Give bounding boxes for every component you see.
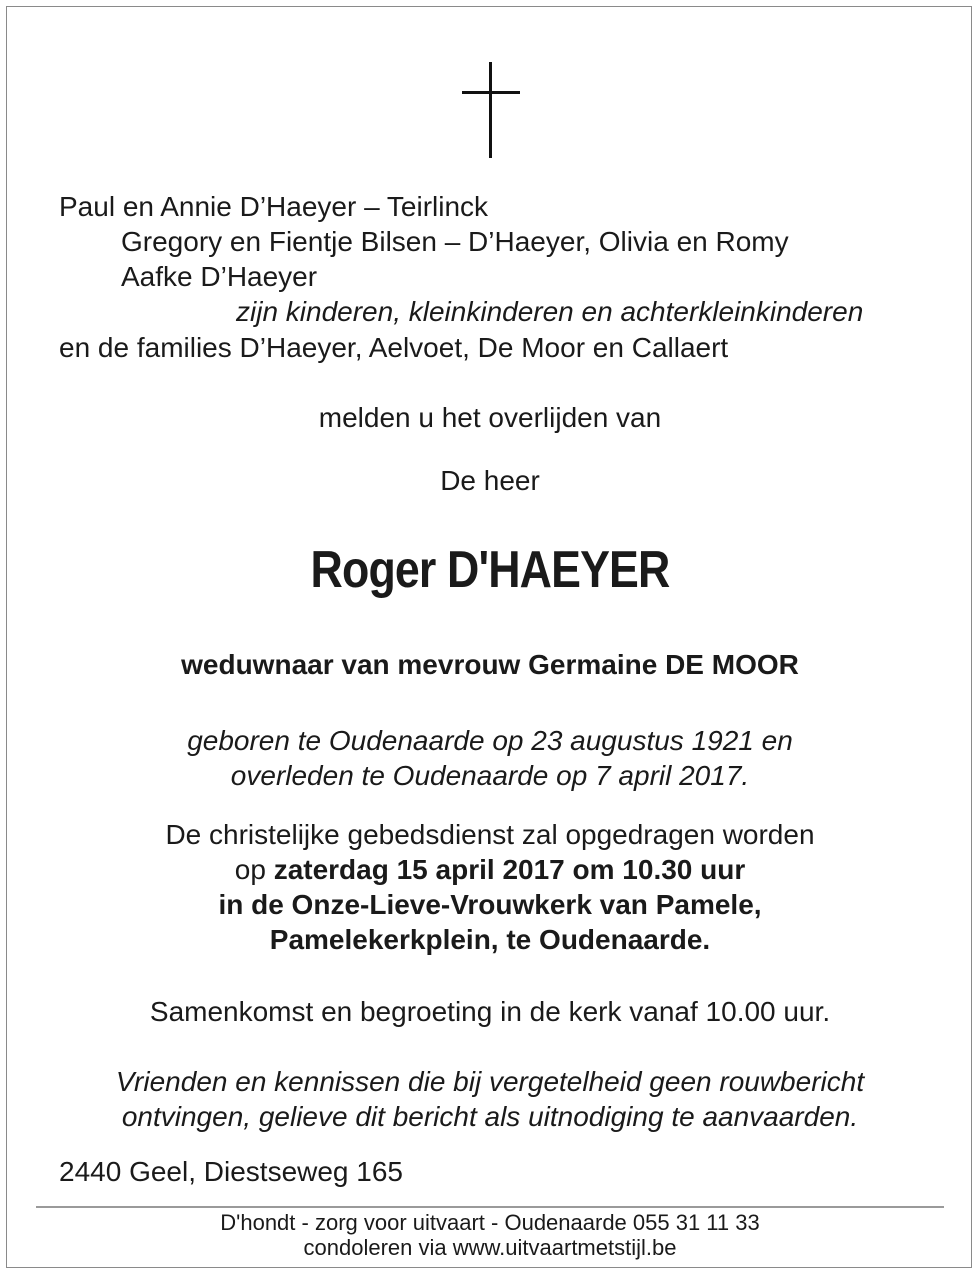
deceased-name: Roger D'HAEYER [310,541,670,599]
family-line-1: Paul en Annie D’Haeyer – Teirlinck [59,191,489,222]
announcement-title: De heer [440,465,540,496]
gathering-line: Samenkomst en begroeting in de kerk vanaf 10.00 uur. [149,996,831,1027]
service-datetime: zaterdag 15 april 2017 om 10.30 uur [273,854,746,885]
service-location: Pamelekerkplein, te Oudenaarde. [269,924,711,955]
announcement-intro: melden u het overlijden van [318,402,662,433]
footer-line-1: D'hondt - zorg voor uitvaart - Oudenaarde 055 31 11 33 [220,1210,760,1235]
notice-line-1: Vrienden en kennissen die bij vergetelheid geen rouwbericht [115,1066,865,1097]
families-line: en de families D’Haeyer, Aelvoet, De Moor en Callaert [59,332,729,363]
family-line-2: Gregory en Fientje Bilsen – D’Haeyer, Olivia en Romy [121,226,789,257]
cross-icon [462,62,520,158]
footer-divider [36,1206,944,1208]
service-church: in de Onze-Lieve-Vrouwkerk van Pamele, [218,889,762,920]
birth-line: geboren te Oudenaarde op 23 augustus 1921 en [187,725,793,756]
notice-line-2: ontvingen, gelieve dit bericht als uitnodiging te aanvaarden. [121,1101,859,1132]
address-line: 2440 Geel, Diestseweg 165 [59,1156,403,1187]
death-line: overleden te Oudenaarde op 7 april 2017. [230,760,750,791]
family-line-3: Aafke D’Haeyer [121,261,318,292]
service-line-2-prefix: op [234,854,274,885]
service-line-1: De christelijke gebedsdienst zal opgedragen worden [165,819,815,850]
footer-line-2: condoleren via www.uitvaartmetstijl.be [303,1235,677,1260]
service-line-2 [0,853,980,887]
widower-line: weduwnaar van mevrouw Germaine DE MOOR [181,649,799,680]
family-relation: zijn kinderen, kleinkinderen en achterkleinkinderen [236,296,864,327]
